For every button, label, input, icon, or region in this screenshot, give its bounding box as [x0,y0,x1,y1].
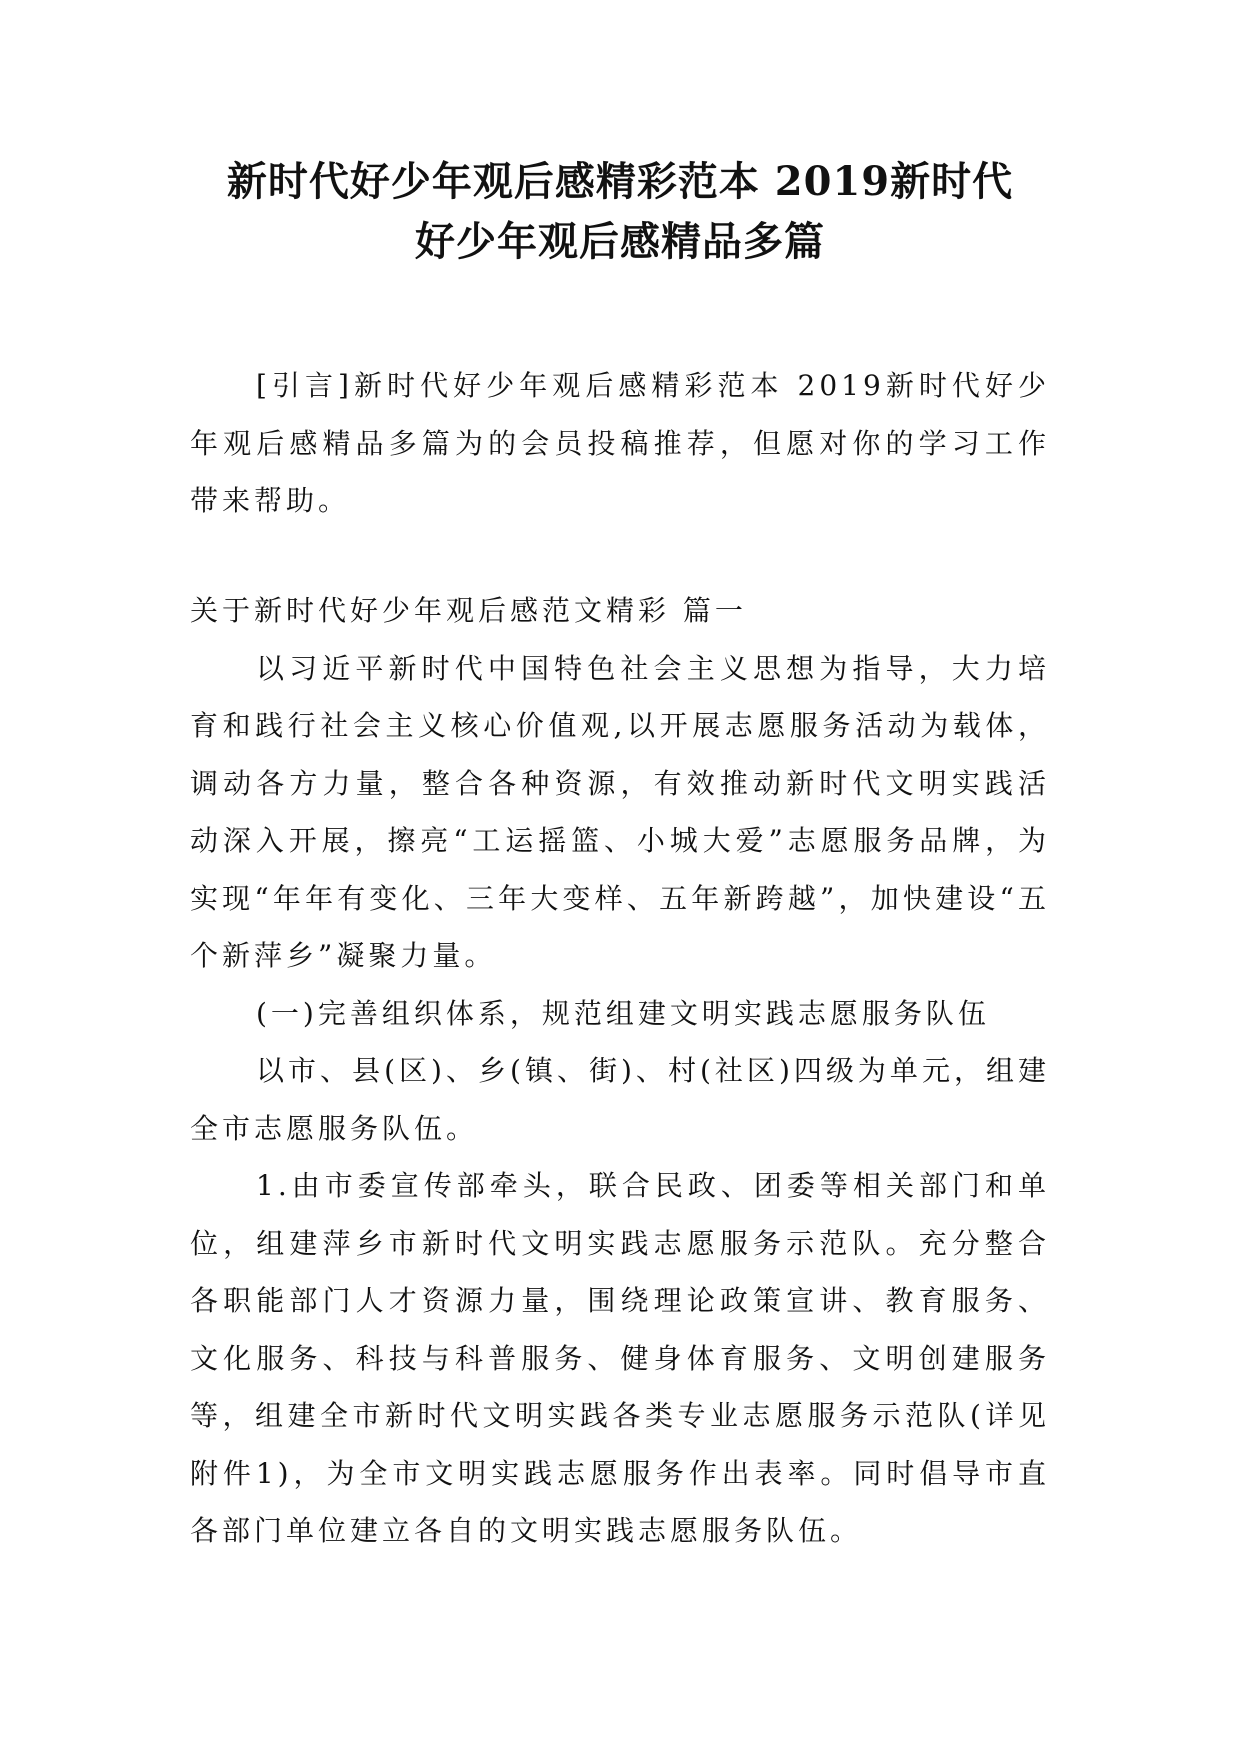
body-paragraph: 以市、县(区)、乡(镇、街)、村(社区)四级为单元，组建全市志愿服务队伍。 [190,1054,1050,1145]
body-paragraph: 1.由市委宣传部牵头，联合民政、团委等相关部门和单位，组建萍乡市新时代文明实践志愿服务示范队。充分整合各职能部门人才资源力量，围绕理论政策宣讲、教育服务、文化服务、科技与科普服务、健身体育服务、文明创建服务等，组建全市新时代文明实践各类专业志愿服务示范队(详见附件1)，为全市文明实践志愿服务作出表率。同时倡导市直各部门单位建立各自的文明实践志愿服务队伍。 [190,1169,1050,1547]
title-line-1: 新时代好少年观后感精彩范本 2019新时代 [226,158,1014,205]
section-heading: 关于新时代好少年观后感范文精彩 篇一 [190,594,747,627]
main-content [190,582,1050,1560]
intro-block [190,357,1050,530]
document-title [190,152,1050,272]
title-line-2: 好少年观后感精品多篇 [415,218,825,265]
subsection-heading: (一)完善组织体系，规范组建文明实践志愿服务队伍 [256,996,990,1030]
intro-paragraph: [引言]新时代好少年观后感精彩范本 2019新时代好少年观后感精品多篇为的会员投稿推荐，但愿对你的学习工作带来帮助。 [190,369,1050,517]
body-paragraph: 以习近平新时代中国特色社会主义思想为指导，大力培育和践行社会主义核心价值观,以开展志愿服务活动为载体，调动各方力量，整合各种资源，有效推动新时代文明实践活动深入开展，擦亮“工运摇篮、小城大爱”志愿服务品牌，为实现“年年有变化、三年大变样、五年新跨越”，加快建设“五个新萍乡”凝聚力量。 [190,651,1050,972]
